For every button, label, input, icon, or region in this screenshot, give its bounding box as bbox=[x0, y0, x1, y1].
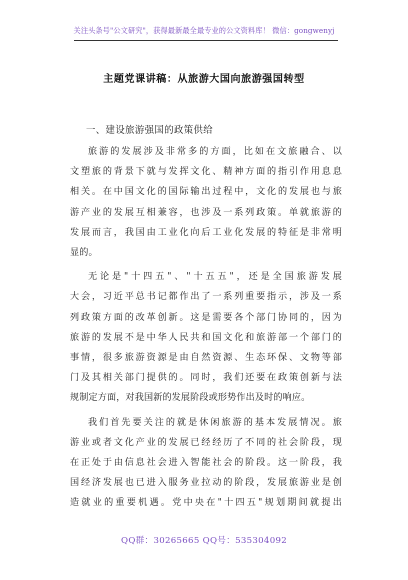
paragraph-line: 显的。 bbox=[70, 248, 98, 259]
paragraph-line: 国经济发展也已进入服务业拉动的阶段，发展旅游业是创 bbox=[70, 478, 342, 489]
footer-contact-note: QQ群：30265665 QQ号：535304092 bbox=[120, 536, 288, 546]
document-body bbox=[70, 142, 342, 518]
paragraph-line: 大会，习近平总书记都作出了一系列重要指示，涉及一系 bbox=[70, 292, 342, 303]
header-promo-note: 关注头条号"公文研究"，获得最新最全最专业的公文资料库！ 微信：gongwenyj bbox=[73, 26, 335, 35]
paragraph-line: 游产业的发展互相兼容，也涉及一系列政策。单就旅游的 bbox=[70, 207, 342, 218]
paragraph-line: 无论是"十四五"、"十五五"，还是全国旅游发展 bbox=[88, 272, 342, 283]
document-title: 主题党课讲稿：从旅游大国向旅游强国转型 bbox=[103, 74, 305, 85]
paragraph-line: 游业或者文化产业的发展已经经历了不同的社会阶段，现 bbox=[70, 437, 342, 448]
paragraph-line: 列政策方面的改革创新。这是需要各个部门协同的，因为 bbox=[70, 312, 342, 323]
section-heading: 一、建设旅游强国的政策供给 bbox=[86, 125, 214, 136]
paragraph-line: 门及其相关部门提供的。同时，我们还要在政策创新与法 bbox=[70, 373, 342, 384]
paragraph-line: 文塑旅的背景下就与发挥文化、精神方面的指引作用息息 bbox=[70, 167, 342, 178]
paragraph-2 bbox=[70, 267, 342, 408]
paragraph-line: 规制定方面，对我国新的发展阶段或形势作出及时的响应。 bbox=[70, 393, 311, 404]
paragraph-line: 旅游的发展不是中华人民共和国文化和旅游部一个部门的 bbox=[70, 332, 342, 343]
paragraph-line: 旅游的发展涉及非常多的方面，比如在文旅融合、以 bbox=[88, 147, 342, 157]
paragraph-line: 在正处于由信息社会进入智能社会的阶段。这一阶段，我 bbox=[70, 458, 342, 469]
paragraph-1 bbox=[70, 142, 342, 263]
paragraph-line: 相关。在中国文化的国际输出过程中，文化的发展也与旅 bbox=[70, 187, 342, 198]
paragraph-line: 事情，很多旅游资源是由自然资源、生态环保、文物等部 bbox=[70, 353, 342, 364]
paragraph-line: 我们首先要关注的就是休闲旅游的基本发展情况。旅 bbox=[88, 417, 342, 428]
paragraph-3 bbox=[70, 413, 342, 514]
paragraph-line: 发展而言，我国由工业化向后工业化发展的特征是非常明 bbox=[70, 227, 342, 238]
header-divider bbox=[74, 40, 338, 41]
paragraph-line: 造就业的重要机遇。党中央在"十四五"规划期间就提出 bbox=[70, 498, 342, 509]
